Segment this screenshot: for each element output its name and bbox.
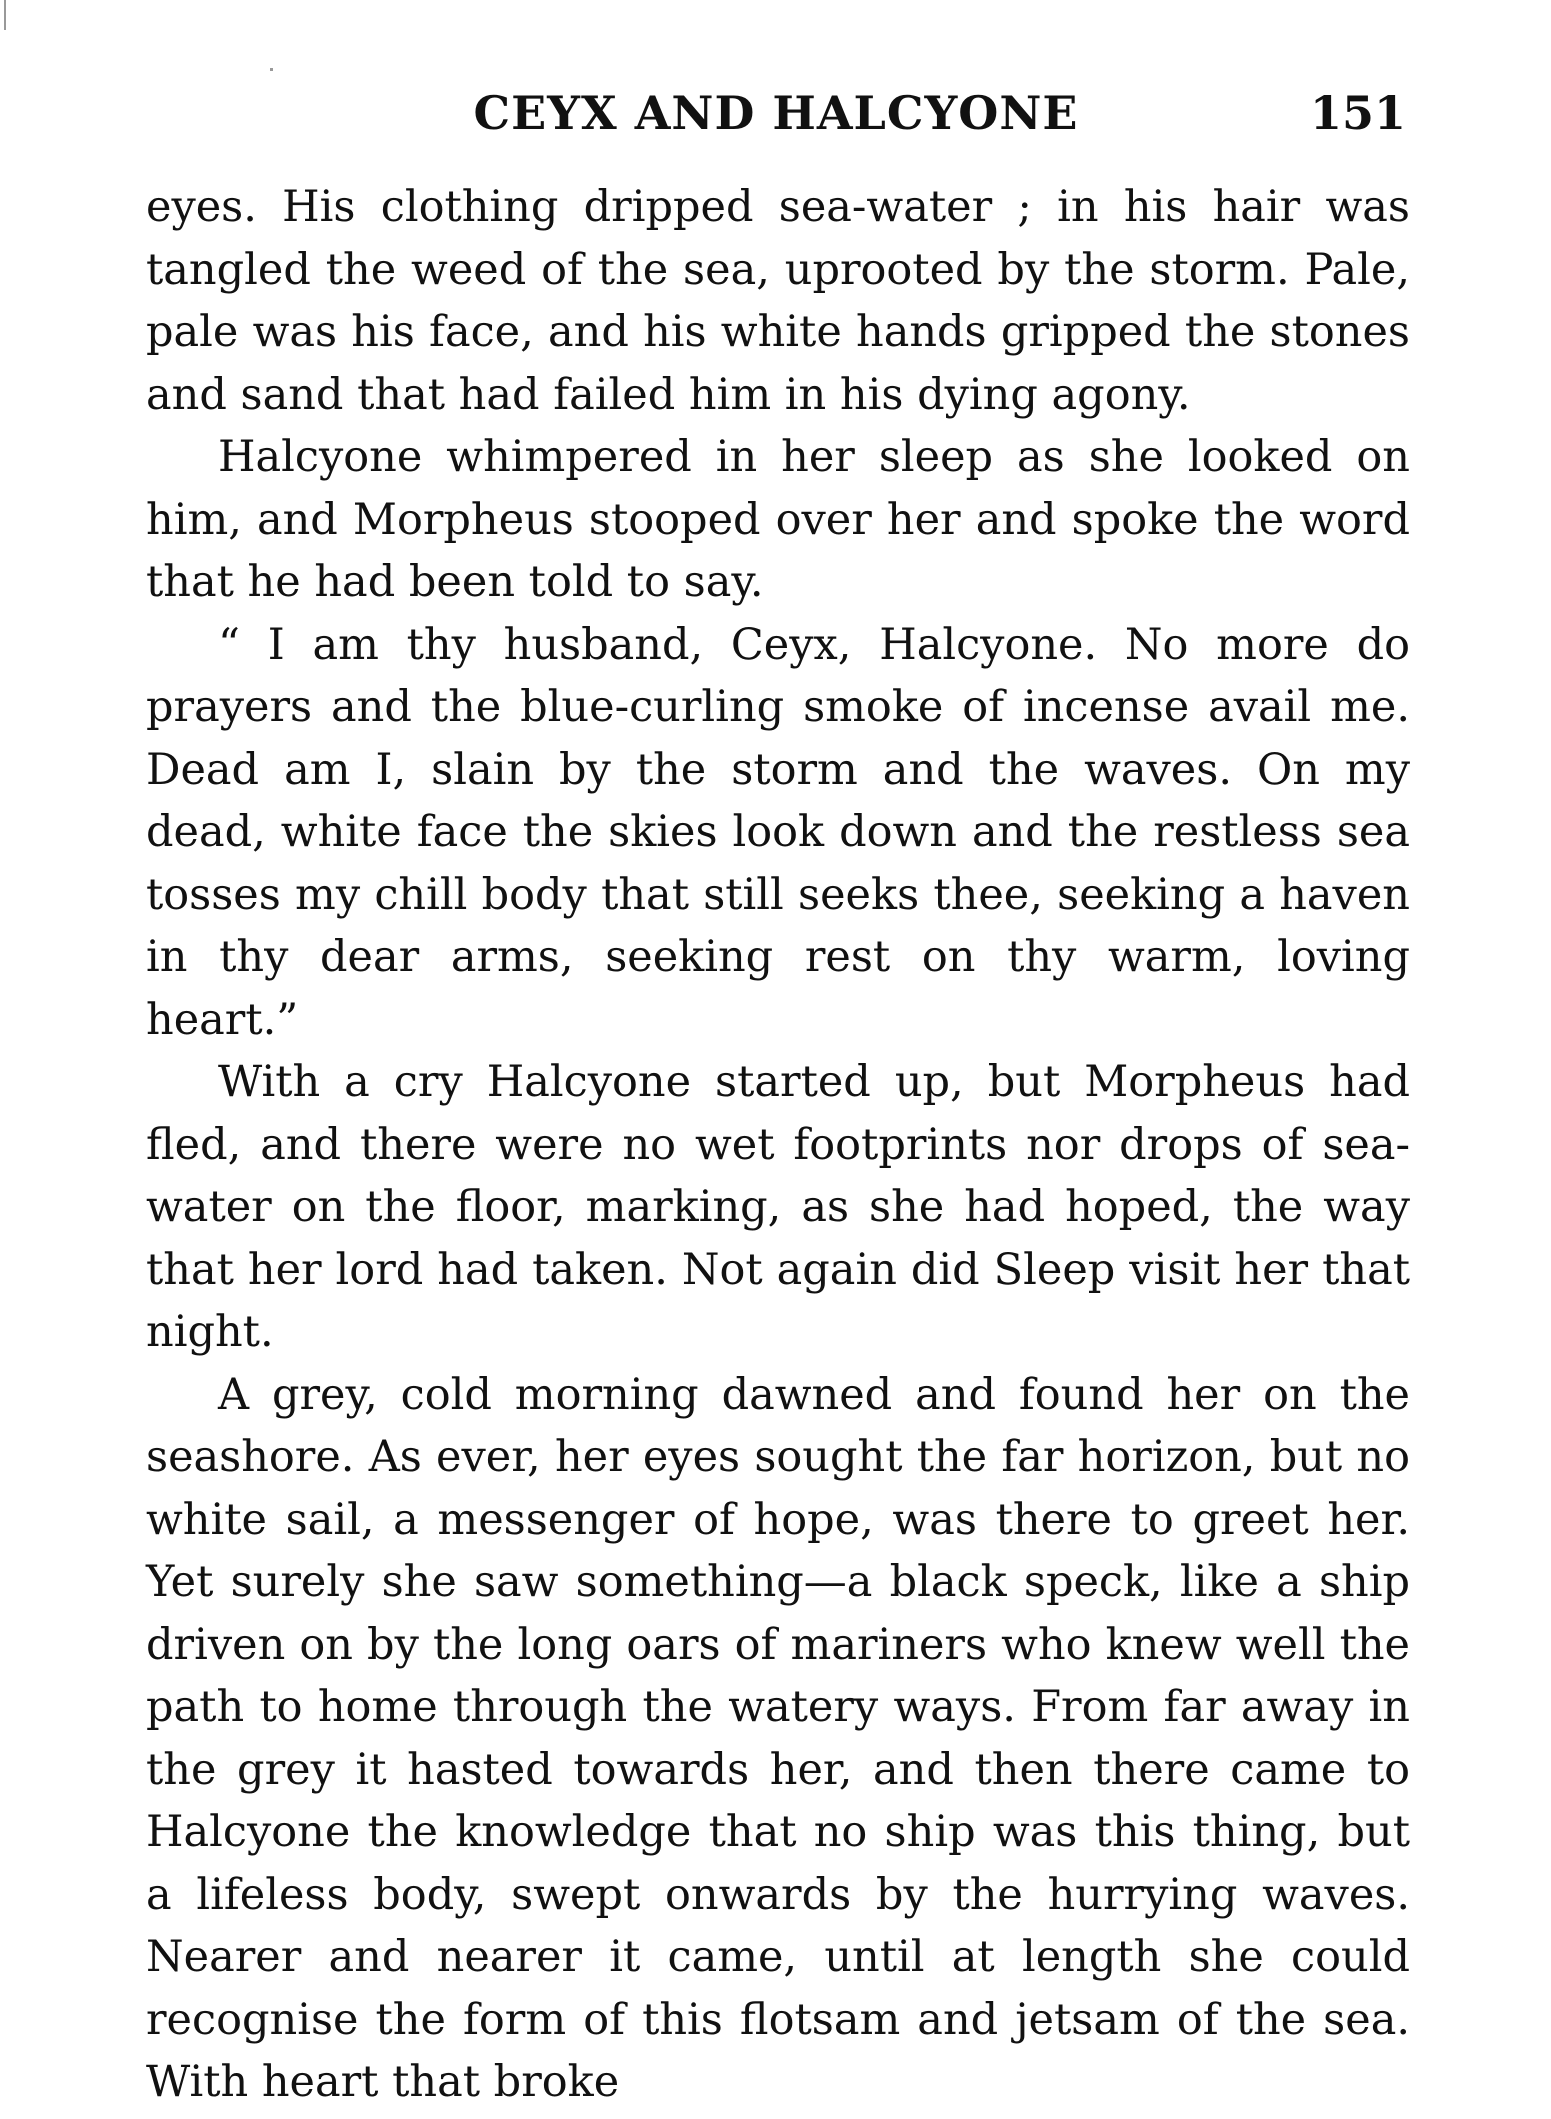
scan-speck	[270, 68, 273, 71]
paragraph: eyes. His clothing dripped sea-water ; in his hair was tangled the weed of the sea, uprooted by the storm. Pale, pale was his face, and his white hands gripped the stones and sand that had failed him in his dying agony.	[146, 182, 1410, 420]
page-header	[146, 78, 1406, 148]
paragraph: Halcyone whimpered in her sleep as she looked on him, and Morpheus stooped over her and spoke the word that he had been told to say.	[146, 432, 1410, 607]
running-title: CEYX AND HALCYONE	[473, 86, 1079, 140]
paragraph: “ I am thy husband, Ceyx, Halcyone. No more do prayers and the blue-curling smoke of incense avail me. Dead am I, slain by the storm and the waves. On my dead, white face the skies look down and the restless sea tosses my chill body that still seeks thee, seeking a haven in thy dear arms, seeking rest on thy warm, loving heart.”	[146, 619, 1410, 1045]
paragraph: With a cry Halcyone started up, but Morpheus had fled, and there were no wet footprints nor drops of sea-water on the floor, marking, as she had hoped, the way that her lord had taken. Not again did Sleep visit her that night.	[146, 1057, 1410, 1357]
scan-edge-mark	[4, 0, 6, 30]
paragraph: A grey, cold morning dawned and found her on the seashore. As ever, her eyes sought the far horizon, but no white sail, a messenger of hope, was there to greet her. Yet surely she saw something—a black speck, like a ship driven on by the long oars of mariners who knew well the path to home through the watery ways. From far away in the grey it hasted towards her, and then there came to Halcyone the knowledge that no ship was this thing, but a lifeless body, swept onwards by the hurrying waves. Nearer and nearer it came, until at length she could recognise the form of this flotsam and jetsam of the sea. With heart that broke	[146, 1369, 1410, 2107]
body-text	[146, 176, 1410, 2114]
page-number: 151	[1309, 86, 1406, 140]
